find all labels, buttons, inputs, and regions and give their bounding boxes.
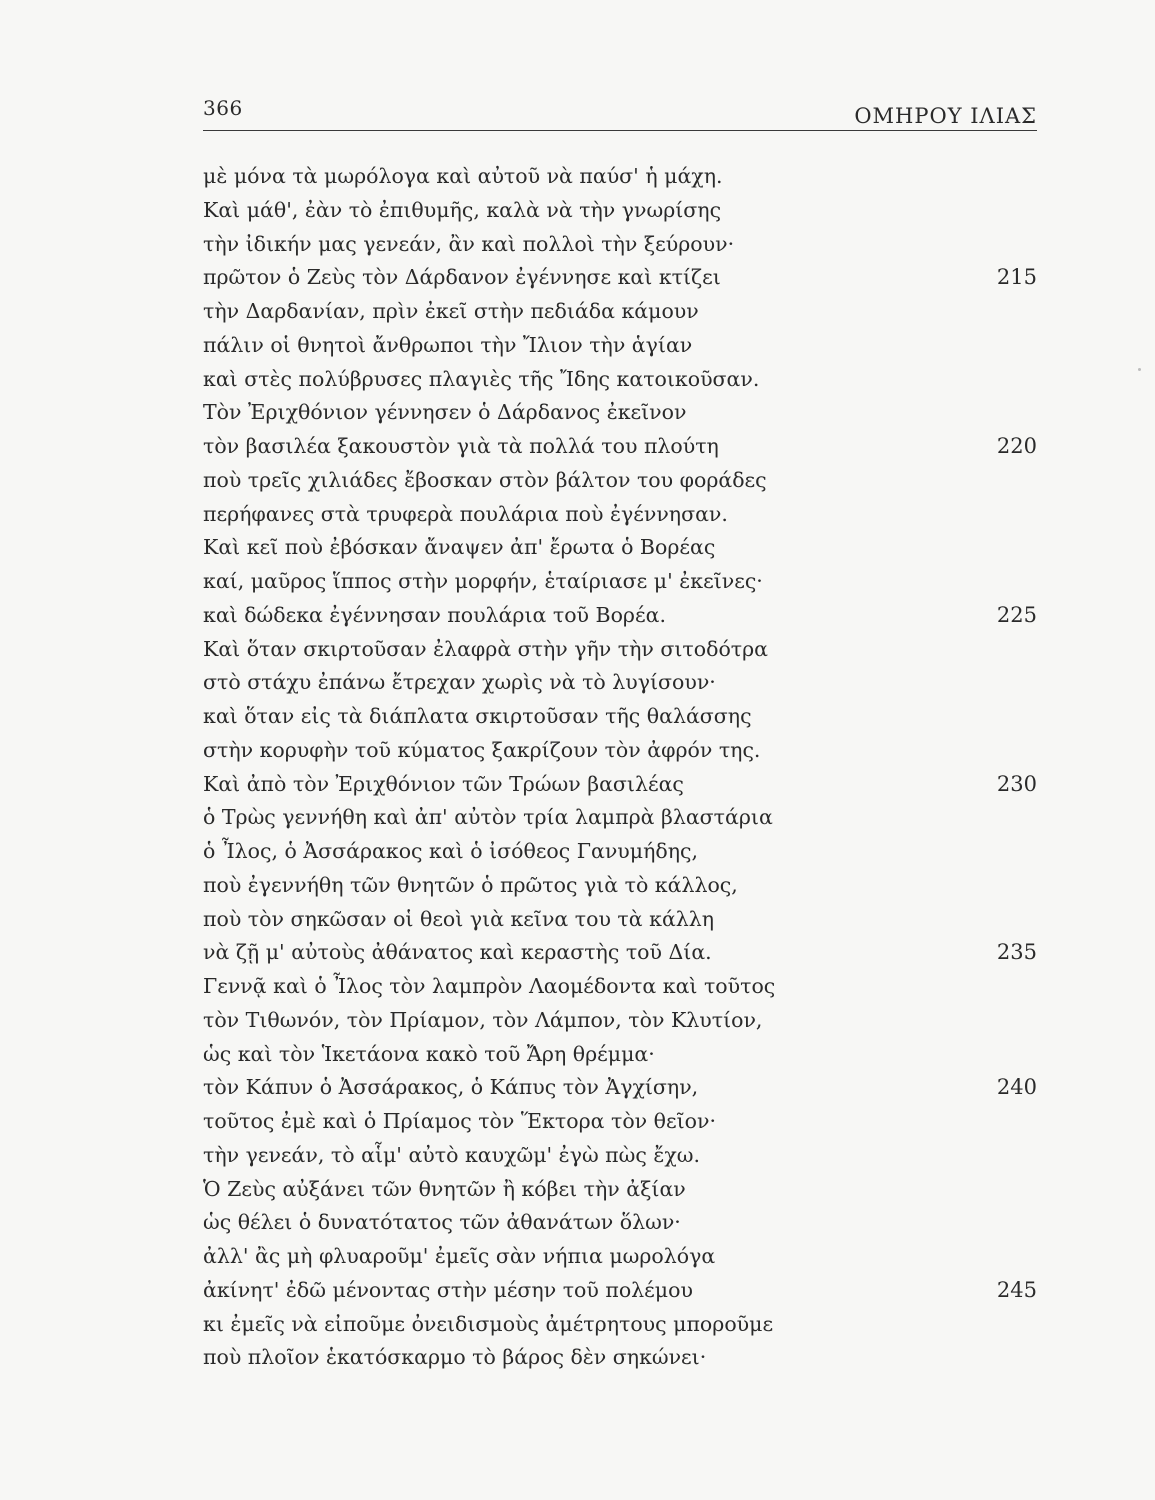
verse-line	[203, 869, 1037, 903]
verse-line	[203, 599, 1037, 633]
line-number: 230	[996, 771, 1037, 796]
print-speck	[1138, 368, 1141, 371]
verse-text: ὁ Ἶλος, ὁ Ἀσσάρακος καὶ ὁ ἰσόθεος Γανυμήδης,	[203, 839, 698, 863]
verse-line	[203, 936, 1037, 970]
verse-line	[203, 1038, 1037, 1072]
verse-text: πρῶτον ὁ Ζεὺς τὸν Δάρδανον ἐγέννησε καὶ κτίζει	[203, 265, 721, 290]
verse-text: στὸ στάχυ ἐπάνω ἔτρεχαν χωρὶς νὰ τὸ λυγίσουν·	[203, 670, 716, 695]
verse-line	[203, 295, 1037, 329]
verse-line	[203, 1308, 1037, 1342]
verse-text: Τὸν Ἐριχθόνιον γέννησεν ὁ Δάρδανος ἐκεῖνον	[203, 400, 687, 425]
verse-line	[203, 801, 1037, 835]
line-number: 240	[996, 1075, 1037, 1100]
verse-text: ποὺ πλοῖον ἑκατόσκαρμο τὸ βάρος δὲν σηκώνει·	[203, 1345, 707, 1370]
running-head: ΟΜΗΡΟΥ ΙΛΙΑΣ	[854, 104, 1037, 128]
verse-text: Καὶ μάθ', ἐὰν τὸ ἐπιθυμῆς, καλὰ νὰ τὴν γνωρίσης	[203, 197, 722, 222]
verse-text: τὸν βασιλέα ξακουστὸν γιὰ τὰ πολλά του πλούτη	[203, 434, 719, 458]
verse-line	[203, 768, 1037, 802]
line-number: 225	[996, 602, 1037, 627]
verse-text: ποὺ ἐγεννήθη τῶν θνητῶν ὁ πρῶτος γιὰ τὸ κάλλος,	[203, 872, 738, 897]
verse-text: καὶ δώδεκα ἐγέννησαν πουλάρια τοῦ Βορέα.	[203, 602, 666, 627]
line-number: 220	[996, 434, 1037, 458]
verse-line	[203, 531, 1037, 565]
verse-text: πάλιν οἱ θνητοὶ ἄνθρωποι τὴν Ἴλιον τὴν ἁγίαν	[203, 332, 693, 357]
verse-line	[203, 835, 1037, 869]
verse-text: καὶ στὲς πολύβρυσες πλαγιὲς τῆς Ἴδης κατοικοῦσαν.	[203, 366, 760, 391]
verse-line	[203, 1071, 1037, 1105]
verse-text: τὸν Τιθωνόν, τὸν Πρίαμον, τὸν Λάμπον, τὸν Κλυτίον,	[203, 1007, 763, 1032]
verse-line	[203, 363, 1037, 397]
verse-line	[203, 430, 1037, 464]
verse-text: ἀλλ' ἂς μὴ φλυαροῦμ' ἐμεῖς σὰν νήπια μωρολόγα	[203, 1244, 716, 1268]
verse-text: τοῦτος ἐμὲ καὶ ὁ Πρίαμος τὸν Ἕκτορα τὸν θεῖον·	[203, 1109, 716, 1133]
verse-line	[203, 329, 1037, 363]
verse-text: Ὁ Ζεὺς αὐξάνει τῶν θνητῶν ἢ κόβει τὴν ἀξίαν	[203, 1176, 686, 1201]
verse-text: Γεννᾷ καὶ ὁ Ἶλος τὸν λαμπρὸν Λαομέδοντα καὶ τοῦτος	[203, 974, 776, 998]
verse-line	[203, 1240, 1037, 1274]
verse-line	[203, 565, 1037, 599]
verse-line	[203, 1139, 1037, 1173]
verse-line	[203, 228, 1037, 262]
verse-text: περήφανες στὰ τρυφερὰ πουλάρια ποὺ ἐγέννησαν.	[203, 501, 728, 526]
verse-line	[203, 194, 1037, 228]
verse-text: καὶ ὅταν εἰς τὰ διάπλατα σκιρτοῦσαν τῆς θαλάσσης	[203, 704, 752, 728]
verse-line	[203, 970, 1037, 1004]
verse-line	[203, 1341, 1037, 1375]
verse-text: ὁ Τρὼς γεννήθη καὶ ἀπ' αὐτὸν τρία λαμπρὰ βλαστάρια	[203, 805, 773, 830]
verse-line	[203, 903, 1037, 937]
verse-line	[203, 1206, 1037, 1240]
verse-text: τὴν γενεάν, τὸ αἷμ' αὐτὸ καυχῶμ' ἐγὼ πὼς ἔχω.	[203, 1142, 701, 1167]
verse-text: ὡς καὶ τὸν Ἱκετάονα κακὸ τοῦ Ἄρη θρέμμα·	[203, 1041, 655, 1066]
verse-line	[203, 396, 1037, 430]
verse-text: νὰ ζῇ μ' αὐτοὺς ἀθάνατος καὶ κεραστὴς τοῦ Δία.	[203, 940, 712, 965]
verse-line	[203, 1173, 1037, 1207]
verse-text: μὲ μόνα τὰ μωρόλογα καὶ αὐτοῦ νὰ παύσ' ἡ μάχη.	[203, 164, 723, 188]
verse-line	[203, 261, 1037, 295]
verse-line	[203, 160, 1037, 194]
verse-line	[203, 498, 1037, 532]
verse-block	[203, 160, 1037, 1375]
verse-text: Καὶ ὅταν σκιρτοῦσαν ἐλαφρὰ στὴν γῆν τὴν σιτοδότρα	[203, 636, 769, 661]
verse-text: ἀκίνητ' ἐδῶ μένοντας στὴν μέσην τοῦ πολέμου	[203, 1277, 693, 1302]
page-number: 366	[203, 96, 243, 120]
verse-line	[203, 1105, 1037, 1139]
verse-text: στὴν κορυφὴν τοῦ κύματος ξακρίζουν τὸν ἀφρόν της.	[203, 737, 761, 762]
verse-text: ποὺ τὸν σηκῶσαν οἱ θεοὶ γιὰ κεῖνα του τὰ κάλλη	[203, 906, 715, 931]
verse-text: κι ἐμεῖς νὰ εἰποῦμε ὀνειδισμοὺς ἀμέτρητους μποροῦμε	[203, 1311, 774, 1336]
verse-text: καί, μαῦρος ἵππος στὴν μορφήν, ἑταίριασε μ' ἐκεῖνες·	[203, 569, 763, 593]
verse-text: ὡς θέλει ὁ δυνατότατος τῶν ἀθανάτων ὅλων·	[203, 1210, 681, 1235]
line-number: 235	[996, 940, 1037, 965]
verse-line	[203, 1004, 1037, 1038]
line-number: 245	[996, 1277, 1037, 1302]
verse-text: τὴν Δαρδανίαν, πρὶν ἐκεῖ στὴν πεδιάδα κάμουν	[203, 299, 699, 323]
header-rule	[203, 130, 1037, 131]
verse-text: τὸν Κάπυν ὁ Ἀσσάρακος, ὁ Κάπυς τὸν Ἀγχίσην,	[203, 1075, 699, 1100]
verse-line	[203, 633, 1037, 667]
verse-text: Καὶ κεῖ ποὺ ἐβόσκαν ἄναψεν ἀπ' ἔρωτα ὁ Βορέας	[203, 535, 716, 560]
verse-text: Καὶ ἀπὸ τὸν Ἐριχθόνιον τῶν Τρώων βασιλέας	[203, 771, 684, 796]
verse-line	[203, 666, 1037, 700]
line-number: 215	[996, 265, 1037, 290]
page-header	[203, 92, 1037, 130]
verse-line	[203, 464, 1037, 498]
verse-text: ποὺ τρεῖς χιλιάδες ἔβοσκαν στὸν βάλτον του φοράδες	[203, 467, 767, 492]
verse-line	[203, 734, 1037, 768]
verse-line	[203, 1274, 1037, 1308]
verse-line	[203, 700, 1037, 734]
verse-text: τὴν ἰδικήν μας γενεάν, ἂν καὶ πολλοὶ τὴν ξεύρουν·	[203, 231, 735, 256]
